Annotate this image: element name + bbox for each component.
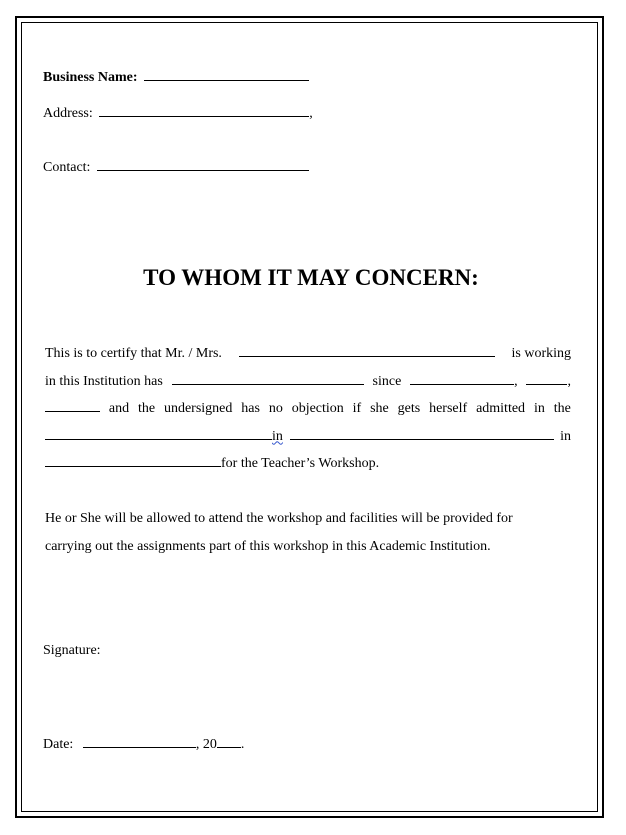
business-name-row — [43, 66, 309, 86]
word-if: if — [352, 401, 362, 416]
since-comma-2: , — [567, 373, 571, 389]
in-text-2: in — [560, 428, 571, 444]
address-label: Address: — [43, 106, 93, 121]
venue-field[interactable] — [45, 452, 221, 467]
institution-has-text: in this Institution has — [45, 373, 163, 389]
certificate-paragraph — [45, 340, 571, 478]
date-end: . — [240, 737, 245, 752]
certify-text: This is to certify that Mr. / Mrs. — [45, 346, 222, 361]
paragraph-line-5 — [45, 450, 571, 478]
word-no: no — [268, 401, 283, 416]
date-row — [43, 733, 244, 753]
since-text: since — [372, 373, 402, 389]
since-day-field[interactable] — [410, 370, 514, 385]
subject-field[interactable] — [290, 425, 554, 440]
paragraph-line-4 — [45, 423, 571, 451]
workshop-text: for the Teacher’s Workshop. — [221, 456, 380, 471]
allowance-paragraph — [45, 505, 571, 560]
allowance-line-2: carrying out the assignments part of this workshop in this Academic Institution. — [45, 538, 491, 554]
date-field[interactable] — [83, 733, 196, 748]
word-in: in — [533, 401, 545, 416]
position-field[interactable] — [172, 370, 364, 385]
person-name-field[interactable] — [239, 342, 495, 357]
allowance-line-1: He or She will be allowed to attend the workshop and facilities will be provided for — [45, 511, 513, 526]
word-the: the — [137, 401, 156, 416]
contact-label: Contact: — [43, 160, 91, 175]
business-name-label: Business Name: — [43, 70, 138, 85]
signature-label: Signature: — [43, 643, 101, 658]
word-admitted: admitted — [476, 401, 526, 416]
course-field[interactable] — [45, 425, 272, 440]
paragraph-line-3 — [45, 395, 571, 423]
address-field[interactable] — [99, 102, 309, 117]
date-label: Date: — [43, 737, 74, 752]
word-gets: gets — [397, 401, 421, 416]
address-comma: , — [309, 106, 313, 121]
address-row — [43, 102, 313, 122]
in-text-1: in — [272, 428, 283, 444]
letter-title: TO WHOM IT MAY CONCERN: — [143, 265, 479, 290]
word-herself: herself — [429, 401, 468, 416]
contact-row — [43, 156, 309, 176]
contact-field[interactable] — [97, 156, 309, 171]
word-she: she — [370, 401, 389, 416]
since-comma-1: , — [514, 373, 518, 389]
word-the-2: the — [553, 401, 571, 416]
since-month-field[interactable] — [526, 370, 567, 385]
word-objection: objection — [291, 401, 344, 416]
is-working-text: is working — [511, 346, 571, 361]
word-and: and — [108, 401, 130, 416]
word-has: has — [241, 401, 260, 416]
paragraph-line-1 — [45, 340, 571, 368]
business-name-field[interactable] — [144, 66, 309, 81]
since-year-field[interactable] — [45, 397, 100, 412]
year-field[interactable] — [217, 733, 241, 748]
word-undersigned: undersigned — [163, 401, 233, 416]
paragraph-line-2 — [45, 368, 571, 396]
date-year-prefix: , 20 — [195, 737, 217, 752]
